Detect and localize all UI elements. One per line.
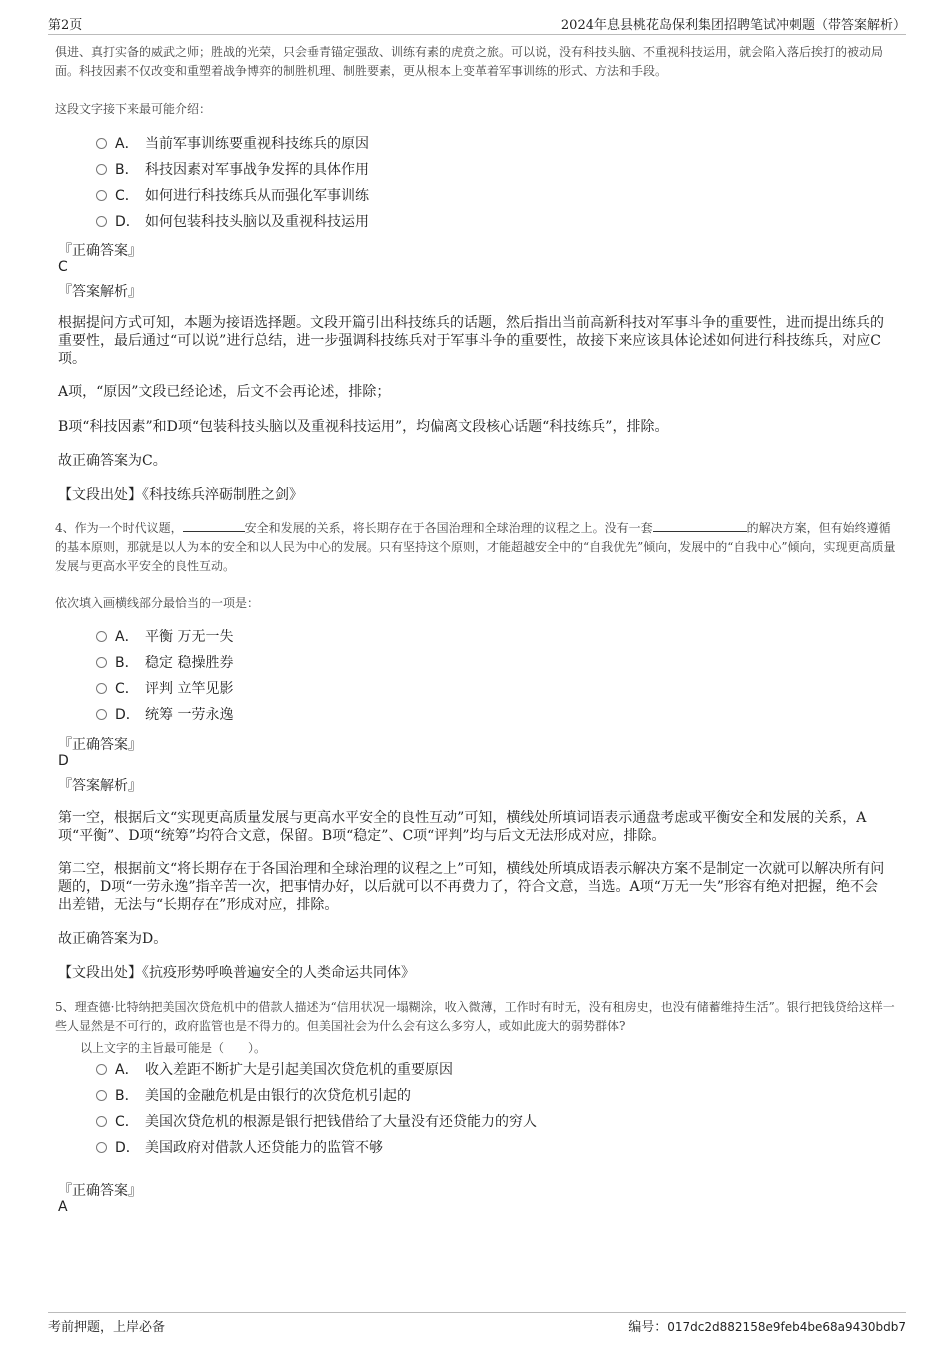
q3-analysis-1: 根据提问方式可知，本题为接语选择题。文段开篇引出科技练兵的话题，然后指出当前高新科技对军事斗争的重要性，进而提出练兵的重要性，最后通过“可以说”进行总结，进一步强调科技练兵对于军事斗争的重要性，故接下来应该具体论述如何进行科技练兵，对应C项。 bbox=[58, 315, 884, 367]
q3-analysis-2: A项，“原因”文段已经论述，后文不会再论述，排除； bbox=[58, 384, 391, 400]
radio-icon[interactable] bbox=[96, 1064, 107, 1075]
page-number: 第2页 bbox=[48, 18, 83, 33]
q5-option-c[interactable]: C． 美国次贷危机的根源是银行把钱借给了大量没有还贷能力的穷人 bbox=[96, 1112, 537, 1132]
q4-option-c[interactable]: C． 评判 立竿见影 bbox=[96, 679, 233, 699]
q4-analysis-label: 『答案解析』 bbox=[58, 778, 142, 794]
q4-analysis-3: 故正确答案为D。 bbox=[58, 931, 168, 947]
q4-option-b[interactable]: B． 稳定 稳操胜券 bbox=[96, 653, 233, 673]
q3-option-d[interactable]: D． 如何包装科技头脑以及重视科技运用 bbox=[96, 212, 369, 232]
radio-icon[interactable] bbox=[96, 683, 107, 694]
q3-option-a[interactable]: A． 当前军事训练要重视科技练兵的原因 bbox=[96, 134, 369, 154]
q5-answer: A bbox=[58, 1199, 68, 1215]
q5-option-a[interactable]: A． 收入差距不断扩大是引起美国次贷危机的重要原因 bbox=[96, 1060, 453, 1080]
q3-analysis-label: 『答案解析』 bbox=[58, 284, 142, 300]
q3-option-b[interactable]: B． 科技因素对军事战争发挥的具体作用 bbox=[96, 160, 369, 180]
blank-line bbox=[653, 519, 747, 532]
q4-option-d[interactable]: D． 统筹 一劳永逸 bbox=[96, 705, 233, 725]
q4-answer-label: 『正确答案』 bbox=[58, 737, 142, 753]
radio-icon[interactable] bbox=[96, 631, 107, 642]
q4-answer: D bbox=[58, 753, 69, 769]
q5-option-d[interactable]: D． 美国政府对借款人还贷能力的监管不够 bbox=[96, 1138, 383, 1158]
radio-icon[interactable] bbox=[96, 1142, 107, 1153]
page-header bbox=[48, 14, 906, 35]
q3-analysis-4: 故正确答案为C。 bbox=[58, 453, 167, 469]
q4-analysis-2: 第二空，根据前文“将长期存在于各国治理和全球治理的议程之上”可知，横线处所填成语表示解决方案不是制定一次就可以解决所有问题的，D项“一劳永逸”指辛苦一次，把事情办好，以后就可以不再费力了，符合文意，当选。A项“万无一失”形容有绝对把握，绝不会出差错，无法与“长期存在”形成对应，排除。 bbox=[58, 861, 885, 913]
radio-icon[interactable] bbox=[96, 657, 107, 668]
q4-stem: 4、作为一个时代议题， 安全和发展的关系，将长期存在于各国治理和全球治理的议程之上。没有一套 的解决方案，但有始终遵循的基本原则，那就是以人为本的安全和以人民为中心的发展。只有坚持这个原则，才能超越安全中的“自我优先”倾向，发展中的“自我中心”倾向，实现更高质量发展与更高水平安全的良性互动。 bbox=[55, 521, 896, 573]
q5-stem: 5、理查德·比特纳把美国次贷危机中的借款人描述为“信用状况一塌糊涂，收入微薄，工作时有时无，没有租房史，也没有储蓄维持生活”。银行把钱贷给这样一些人显然是不可行的，政府监管也是不得力的。但美国社会为什么会有这么多穷人，或如此庞大的弱势群体? bbox=[55, 1000, 895, 1033]
footer-slogan: 考前押题，上岸必备 bbox=[48, 1320, 166, 1335]
q4-prompt: 依次填入画横线部分最恰当的一项是： bbox=[55, 596, 260, 610]
radio-icon[interactable] bbox=[96, 216, 107, 227]
radio-icon[interactable] bbox=[96, 709, 107, 720]
radio-icon[interactable] bbox=[96, 1090, 107, 1101]
blank-line bbox=[183, 519, 245, 532]
q4-analysis-1: 第一空，根据后文“实现更高质量发展与更高水平安全的良性互动”可知，横线处所填词语表示通盘考虑或平衡安全和发展的关系，A项“平衡”、D项“统筹”均符合文意，保留。B项“稳定”、C项“评判”均与后文无法形成对应，排除。 bbox=[58, 810, 867, 844]
document-title: 2024年息县桃花岛保利集团招聘笔试冲刺题（带答案解析） bbox=[560, 18, 906, 33]
radio-icon[interactable] bbox=[96, 1116, 107, 1127]
q3-source: 【文段出处】《科技练兵淬砺制胜之剑》 bbox=[58, 487, 303, 503]
q3-option-c[interactable]: C． 如何进行科技练兵从而强化军事训练 bbox=[96, 186, 369, 206]
q5-option-b[interactable]: B． 美国的金融危机是由银行的次贷危机引起的 bbox=[96, 1086, 411, 1106]
q5-answer-label: 『正确答案』 bbox=[58, 1183, 142, 1199]
radio-icon[interactable] bbox=[96, 138, 107, 149]
radio-icon[interactable] bbox=[96, 164, 107, 175]
footer-code: 编号：017dc2d882158e9feb4be68a9430bdb7 bbox=[628, 1320, 906, 1335]
q3-answer: C bbox=[58, 259, 68, 275]
q3-passage: 俱进、真打实备的威武之师；胜战的光荣，只会垂青锚定强敌、训练有素的虎贲之旅。可以说，没有科技头脑、不重视科技运用，就会陷入落后挨打的被动局面。科技因素不仅改变和重塑着战争博弈的制胜机理、制胜要素，更从根本上变革着军事训练的形式、方法和手段。 bbox=[55, 45, 884, 78]
radio-icon[interactable] bbox=[96, 190, 107, 201]
page-footer bbox=[48, 1312, 906, 1335]
q4-option-a[interactable]: A． 平衡 万无一失 bbox=[96, 627, 233, 647]
q4-source: 【文段出处】《抗疫形势呼唤普遍安全的人类命运共同体》 bbox=[58, 965, 415, 981]
q3-prompt: 这段文字接下来最可能介绍： bbox=[55, 102, 212, 116]
q3-answer-label: 『正确答案』 bbox=[58, 243, 142, 259]
q3-analysis-3: B项“科技因素”和D项“包装科技头脑以及重视科技运用”，均偏离文段核心话题“科技练兵”，排除。 bbox=[58, 419, 669, 435]
q5-prompt: 以上文字的主旨最可能是（ ）。 bbox=[80, 1041, 267, 1055]
